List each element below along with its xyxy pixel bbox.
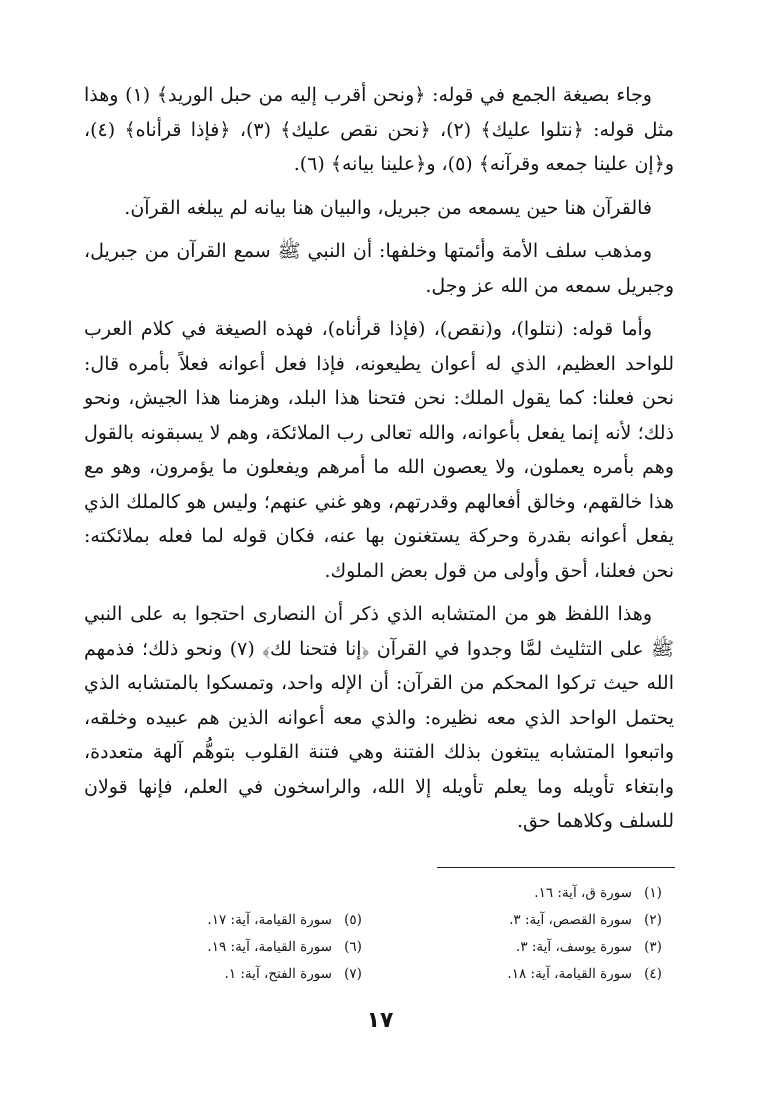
footnote-5 <box>74 907 374 934</box>
footnote-text: سورة القيامة، آية: ١٨. <box>507 966 632 982</box>
paragraph-5: وهذا اللفظ هو من المتشابه الذي ذكر أن النصارى احتجوا به على النبي ﷺ على التثليث لمَّا وجدوا في القرآن ﴿إنا فتحنا لك﴾ (٧) ونحو ذلك؛ فذمهم الله حيث تركوا المحكم من القرآن: أن الإله واحد، وتمسكوا بالمتشابه الذي يحتمل الواحد الذي معه نظيره: والذي معه أعوانه الذين هم عبيده وخلقه، واتبعوا المتشابه يبتغون بذلك الفتنة وهي فتنة القلوب بتوهُّم آلهة متعددة، وابتغاء تأويله وما يعلم تأويله إلا الله، والراسخون في العلم، فإنها قولان للسلف وكلاهما حق. <box>84 603 675 832</box>
footnote-row <box>74 934 674 961</box>
footnote-text: سورة القصص، آية: ٣. <box>509 912 632 928</box>
footnote-number: (٣) <box>644 939 662 955</box>
footnotes <box>74 880 674 988</box>
footnote-number: (٧) <box>344 966 362 982</box>
footnote-text: سورة يوسف، آية: ٣. <box>516 939 632 955</box>
footnote-2 <box>374 907 674 934</box>
footnote-row <box>74 961 674 988</box>
main-text <box>84 78 674 848</box>
footnote-4 <box>374 961 674 988</box>
footnote-3 <box>374 934 674 961</box>
footnote-text: سورة القيامة، آية: ١٩. <box>207 939 332 955</box>
footnote-number: (٥) <box>344 912 362 928</box>
footnote-number: (٢) <box>644 912 662 928</box>
footnote-empty <box>74 880 374 907</box>
page-number: ١٧ <box>366 1008 394 1033</box>
footnote-6 <box>74 934 374 961</box>
footnote-number: (٤) <box>644 966 662 982</box>
footnote-row <box>74 907 674 934</box>
footnote-text: سورة القيامة، آية: ١٧. <box>207 912 332 928</box>
footnote-number: (١) <box>644 885 662 901</box>
footnote-row <box>74 880 674 907</box>
paragraph-4: وأما قوله: (نتلوا)، و(نقص)، (فإذا قرأناه)، فهذه الصيغة في كلام العرب للواحد العظيم، الذي له أعوان يطيعونه، فإذا فعل أعوانه فعلاً بأمره قال: نحن فعلنا: كما يقول الملك: نحن فتحنا هذا البلد، وهزمنا هذا الجيش، ونحو ذلك؛ لأنه إنما يفعل بأعوانه، والله تعالى رب الملائكة، وهم لا يسبقونه بالقول وهم بأمره يعملون، ولا يعصون الله ما أمرهم ويفعلون ما يؤمرون، وهو مع هذا خالقهم، وخالق أفعالهم وقدرتهم، وهو غني عنهم؛ وليس هو كالملك الذي يفعل أعوانه بقدرة وحركة يستغنون بها عنه، فكان قوله لما فعله بملائكته: نحن فعلنا، أحق وأولى من قول بعض الملوك. <box>84 318 675 582</box>
footnote-text: سورة الفتح، آية: ١. <box>224 966 332 982</box>
footnote-number: (٦) <box>344 939 362 955</box>
footnote-text: سورة ق، آية: ١٦. <box>534 885 632 901</box>
paragraph-1: وجاء بصيغة الجمع في قوله: ﴿ونحن أقرب إليه من حبل الوريد﴾ (١) وهذا مثل قوله: ﴿نتلوا عليك﴾ (٢)، ﴿نحن نقص عليك﴾ (٣)، ﴿فإذا قرأناه﴾ (٤)، و﴿إن علينا جمعه وقرآنه﴾ (٥)، و﴿علينا بيانه﴾ (٦). <box>84 84 674 175</box>
paragraph-2: فالقرآن هنا حين يسمعه من جبريل، والبيان هنا بيانه لم يبلغه القرآن. <box>124 196 652 219</box>
paragraph-3: ومذهب سلف الأمة وأئمتها وخلفها: أن النبي ﷺ سمع القرآن من جبريل، وجبريل سمعه من الله عز وجل. <box>84 240 674 297</box>
footnote-7 <box>74 961 374 988</box>
footnote-divider <box>437 867 675 868</box>
footnote-1 <box>374 880 674 907</box>
